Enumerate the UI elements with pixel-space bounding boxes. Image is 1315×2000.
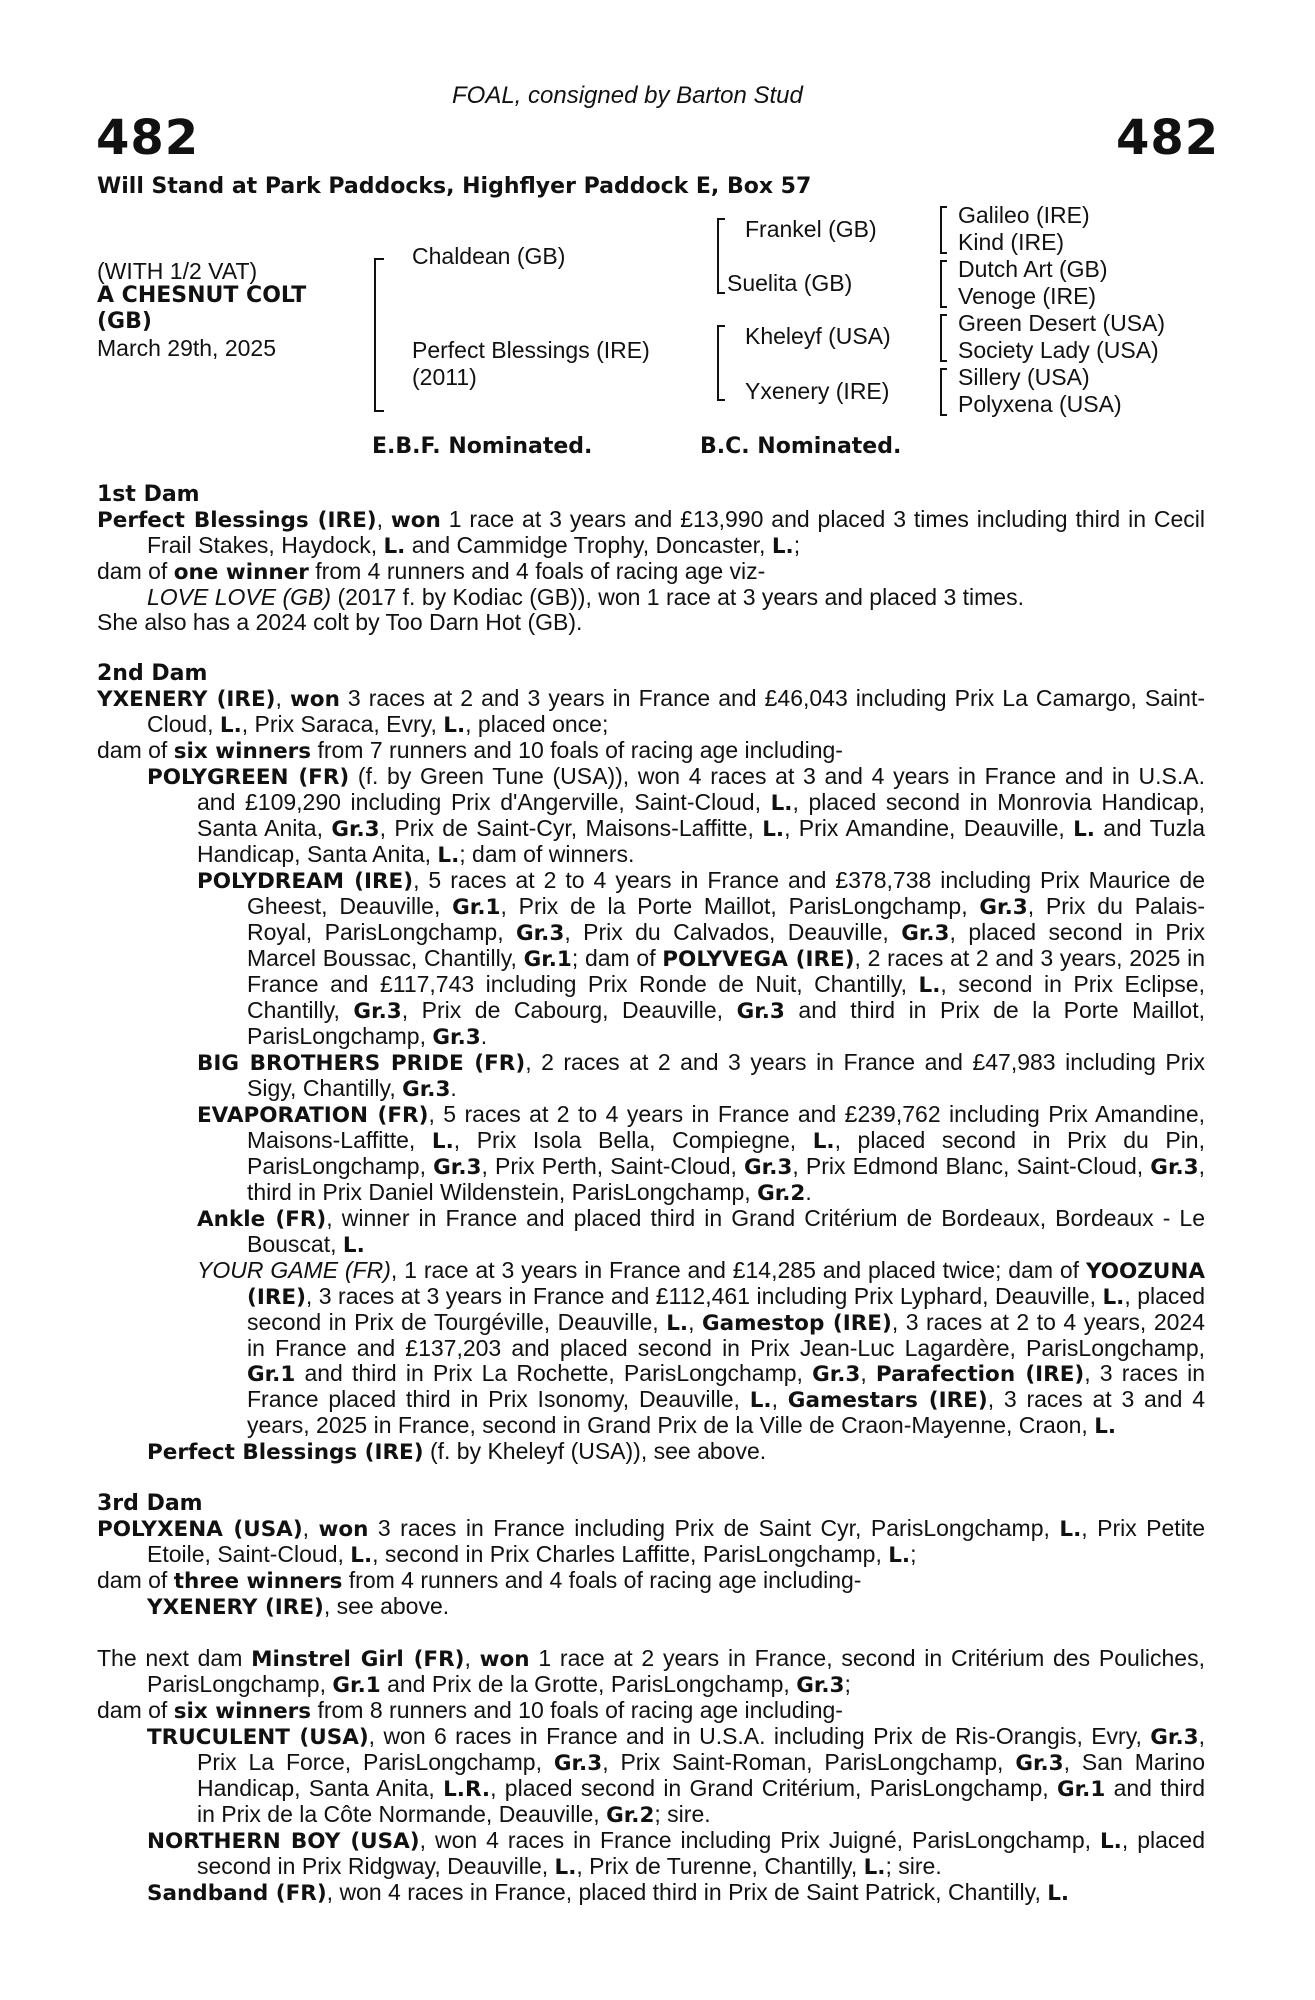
catalogue-body: [97, 482, 1205, 1906]
produce-entry: EVAPORATION (FR), 5 races at 2 to 4 years in France and £239,762 including Prix Amandine, Maisons-Laffitte, L., Prix Isola Bella, Compiegne, L., placed second in Prix du Pin, ParisLongchamp, Gr.3, Prix Perth, Saint-Cloud, Gr.3, Prix Edmond Blanc, Saint-Cloud, Gr.3, third in Prix Daniel Wildenstein, ParisLongchamp, Gr.2.: [197, 1101, 1205, 1206]
produce-summary: dam of six winners from 7 runners and 10 foals of racing age including-: [97, 737, 843, 764]
dam-dam-sire: Sillery (USA): [958, 364, 1090, 390]
pedigree-brace: [717, 325, 725, 401]
consigned-by: FOAL, consigned by Barton Stud: [452, 82, 803, 109]
sire: Chaldean (GB): [412, 243, 566, 269]
section-heading: 1st Dam: [97, 482, 200, 507]
produce-entry: NORTHERN BOY (USA), won 4 races in France including Prix Juigné, ParisLongchamp, L., placed second in Prix Ridgway, Deauville, L., Prix de Turenne, Chantilly, L.; sire.: [147, 1827, 1205, 1880]
pedigree-brace: [940, 206, 947, 254]
produce-entry: TRUCULENT (USA), won 6 races in France and in U.S.A. including Prix de Ris-Orangis, Evry, Gr.3, Prix La Force, ParisLongchamp, Gr.3, Prix Saint-Roman, ParisLongchamp, Gr.3, San Marino Handicap, Santa Anita, L.R., placed second in Grand Critérium, ParisLongchamp, Gr.1 and third in Prix de la Côte Normande, Deauville, Gr.2; sire.: [147, 1723, 1205, 1828]
dam-dam: Yxenery (IRE): [745, 378, 890, 404]
pedigree-brace: [940, 260, 947, 308]
sire-sire-dam: Kind (IRE): [958, 229, 1065, 255]
stabling-location: Will Stand at Park Paddocks, Highflyer Paddock E, Box 57: [97, 174, 812, 199]
bc-nomination: B.C. Nominated.: [700, 434, 902, 459]
produce-entry: POLYDREAM (IRE), 5 races at 2 to 4 years in France and £378,738 including Prix Maurice de Gheest, Deauville, Gr.1, Prix de la Porte Maillot, ParisLongchamp, Gr.3, Prix du Palais-Royal, ParisLongchamp, Gr.3, Prix du Calvados, Deauville, Gr.3, placed second in Prix Marcel Boussac, Chantilly, Gr.1; dam of POLYVEGA (IRE), 2 races at 2 and 3 years, 2025 in France and £117,743 including Prix Ronde de Nuit, Chantilly, L., second in Prix Eclipse, Chantilly, Gr.3, Prix de Cabourg, Deauville, Gr.3 and third in Prix de la Porte Maillot, ParisLongchamp, Gr.3.: [197, 867, 1206, 1050]
produce-entry: POLYGREEN (FR) (f. by Green Tune (USA)), won 4 races at 3 and 4 years in France and in U.S.A. and £109,290 including Prix d'Angerville, Saint-Cloud, L., placed second in Monrovia Handicap, Santa Anita, Gr.3, Prix de Saint-Cyr, Maisons-Laffitte, L., Prix Amandine, Deauville, L. and Tuzla Handicap, Santa Anita, L.; dam of winners.: [147, 763, 1206, 868]
produce-entry: Sandband (FR), won 4 races in France, placed third in Prix de Saint Patrick, Chantilly, L.: [147, 1879, 1070, 1906]
dam-dam-dam: Polyxena (USA): [958, 391, 1122, 417]
dam-year: (2011): [412, 364, 477, 390]
lot-number-right: 482: [1116, 110, 1220, 166]
pedigree-brace: [717, 218, 725, 294]
dam: Perfect Blessings (IRE): [412, 337, 650, 363]
produce-summary: dam of six winners from 8 runners and 10 foals of racing age including-: [97, 1697, 843, 1724]
dam-sire-dam: Society Lady (USA): [958, 337, 1159, 363]
sire-dam-dam: Venoge (IRE): [958, 283, 1097, 309]
fourth-dam-record: The next dam Minstrel Girl (FR), won 1 race at 2 years in France, second in Critérium des Pouliches, ParisLongchamp, Gr.1 and Prix de la Grotte, ParisLongchamp, Gr.3;: [97, 1645, 1205, 1698]
produce-entry: LOVE LOVE (GB) (2017 f. by Kodiac (GB)), won 1 race at 3 years and placed 3 times.: [147, 584, 1024, 610]
foaling-date: March 29th, 2025: [97, 335, 277, 361]
produce-entry: Ankle (FR), winner in France and placed third in Grand Critérium de Bordeaux, Bordeaux - Le Bouscat, L.: [197, 1205, 1206, 1258]
pedigree-brace: [374, 258, 384, 412]
section-heading: 2nd Dam: [97, 661, 208, 686]
pedigree-brace: [940, 314, 947, 362]
produce-entry: YXENERY (IRE), see above.: [147, 1593, 450, 1620]
dam-sire-sire: Green Desert (USA): [958, 310, 1166, 336]
dam-sire: Kheleyf (USA): [745, 323, 891, 349]
produce-entry: BIG BROTHERS PRIDE (FR), 2 races at 2 and 3 years in France and £47,983 including Prix Sigy, Chantilly, Gr.3.: [197, 1049, 1205, 1102]
pedigree-brace: [940, 368, 947, 416]
produce-summary: dam of one winner from 4 runners and 4 foals of racing age viz-: [97, 558, 766, 585]
lot-number-left: 482: [96, 110, 200, 166]
produce-entry: YOUR GAME (FR), 1 race at 3 years in France and £14,285 and placed twice; dam of YOOZUNA (IRE), 3 races at 3 years in France and £112,461 including Prix Lyphard, Deauville, L., placed second in Prix de Tourgéville, Deauville, L., Gamestop (IRE), 3 races at 2 to 4 years, 2024 in France and £137,203 and placed second in Prix Jean-Luc Lagardère, ParisLongchamp, Gr.1 and third in Prix La Rochette, ParisLongchamp, Gr.3, Parafection (IRE), 3 races in France placed third in Prix Isonomy, Deauville, L., Gamestars (IRE), 3 races at 3 and 4 years, 2025 in France, second in Grand Prix de la Ville de Craon-Mayenne, Craon, L.: [197, 1257, 1206, 1439]
sire-dam: Suelita (GB): [727, 270, 853, 296]
produce-note: She also has a 2024 colt by Too Darn Hot (GB).: [97, 609, 583, 635]
section-heading: 3rd Dam: [97, 1491, 203, 1516]
horse-description: A CHESNUT COLT: [97, 283, 307, 308]
horse-origin: (GB): [97, 309, 152, 334]
produce-entry: Perfect Blessings (IRE) (f. by Kheleyf (USA)), see above.: [147, 1438, 767, 1465]
sire-sire: Frankel (GB): [745, 216, 877, 242]
third-dam-record: POLYXENA (USA), won 3 races in France including Prix de Saint Cyr, ParisLongchamp, L., Prix Petite Etoile, Saint-Cloud, L., second in Prix Charles Laffitte, ParisLongchamp, L.;: [97, 1515, 1205, 1568]
vat-note: (WITH 1/2 VAT): [97, 258, 258, 284]
sire-sire-sire: Galileo (IRE): [958, 202, 1090, 228]
first-dam-record: Perfect Blessings (IRE), won 1 race at 3 years and £13,990 and placed 3 times including third in Cecil Frail Stakes, Haydock, L. and Cammidge Trophy, Doncaster, L.;: [97, 506, 1206, 559]
ebf-nomination: E.B.F. Nominated.: [372, 434, 593, 459]
produce-summary: dam of three winners from 4 runners and 4 foals of racing age including-: [97, 1567, 862, 1594]
sire-dam-sire: Dutch Art (GB): [958, 256, 1108, 282]
second-dam-record: YXENERY (IRE), won 3 races at 2 and 3 years in France and £46,043 including Prix La Camargo, Saint-Cloud, L., Prix Saraca, Evry, L., placed once;: [97, 685, 1206, 738]
